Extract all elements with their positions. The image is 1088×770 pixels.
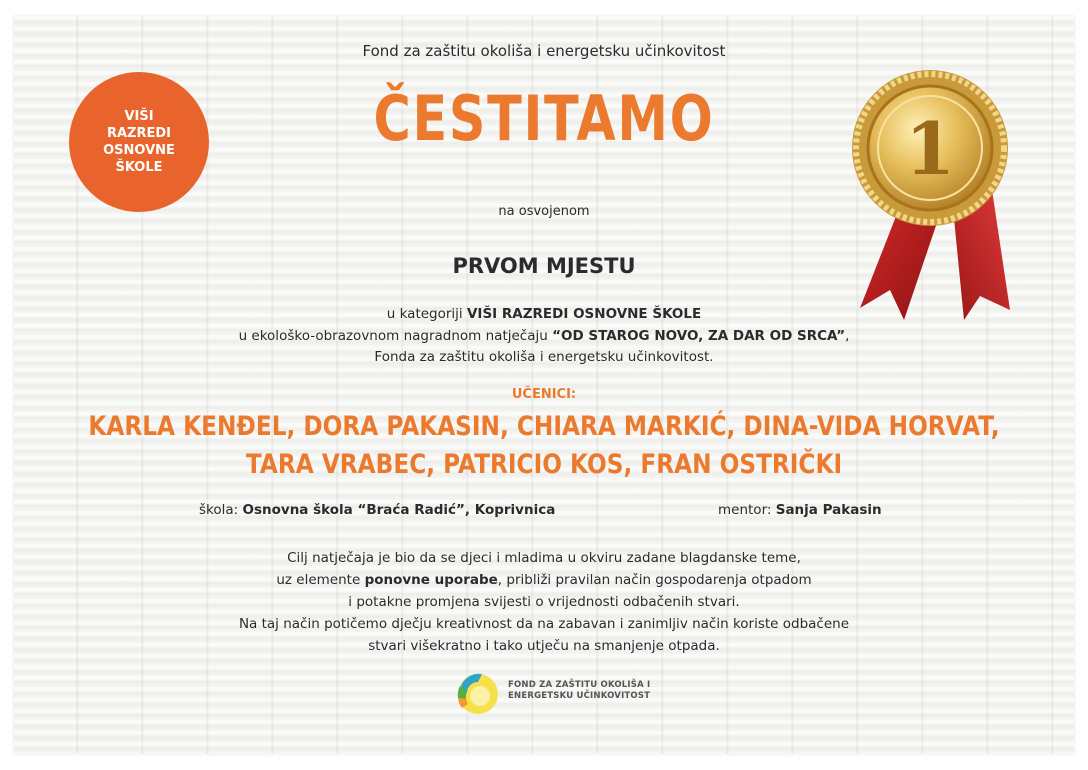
badge-line: ŠKOLE [115, 160, 163, 175]
school-info: škola: Osnovna škola “Braća Radić”, Koprivnica [199, 502, 556, 518]
students-label: UČENICI: [511, 387, 577, 402]
students-line-2: TARA VRABEC, PATRICIO KOS, FRAN OSTRIČKI [245, 449, 843, 480]
description-line-1: u kategoriji VIŠI RAZREDI OSNOVNE ŠKOLE [386, 306, 702, 322]
badge-line: VIŠI [124, 109, 154, 124]
aim-line-2: uz elemente ponovne uporabe, približi pravilan način gospodarenja otpadom [276, 572, 812, 588]
fund-name-header: Fond za zaštitu okoliša i energetsku učinkovitost [362, 42, 726, 60]
fund-logo [452, 668, 652, 720]
subtitle: na osvojenom [498, 204, 590, 219]
aim-line-1: Cilj natječaja je bio da se djeci i mladima u okviru zadane blagdanske teme, [287, 550, 801, 566]
competition-aim [14, 547, 1074, 657]
certificate-sheet [14, 16, 1074, 754]
students-line-1: KARLA KENĐEL, DORA PAKASIN, CHIARA MARKIĆ, DINA-VIDA HORVAT, [88, 411, 1000, 442]
place-heading: PRVOM MJESTU [452, 254, 636, 278]
description-line-3: Fonda za zaštitu okoliša i energetsku učinkovitost. [374, 349, 714, 365]
fund-logo-icon [452, 668, 502, 720]
badge-line: OSNOVNE [103, 143, 175, 158]
fund-logo-text: FOND ZA ZAŠTITU OKOLIŠA I ENERGETSKU UČINKOVITOST [508, 680, 651, 701]
aim-line-4: Na taj način potičemo dječju kreativnost da na zabavan i zanimljiv način koriste odbačene [238, 616, 850, 632]
students-names [88, 408, 1000, 484]
description [14, 304, 1074, 369]
aim-line-5: stvari višekratno i tako utječu na smanjenje otpada. [368, 638, 720, 654]
description-line-2: u ekološko-obrazovnom nagradnom natječaju “OD STAROG NOVO, ZA DAR OD SRCA”, [238, 327, 850, 344]
aim-line-3: i potakne promjena svijesti o vrijednosti odbačenih stvari. [348, 594, 740, 610]
badge-line: RAZREDI [106, 126, 171, 141]
medal-number: 1 [904, 106, 956, 191]
page-title: ČESTITAMO [373, 82, 715, 155]
mentor-info: mentor: Sanja Pakasin [718, 502, 882, 518]
